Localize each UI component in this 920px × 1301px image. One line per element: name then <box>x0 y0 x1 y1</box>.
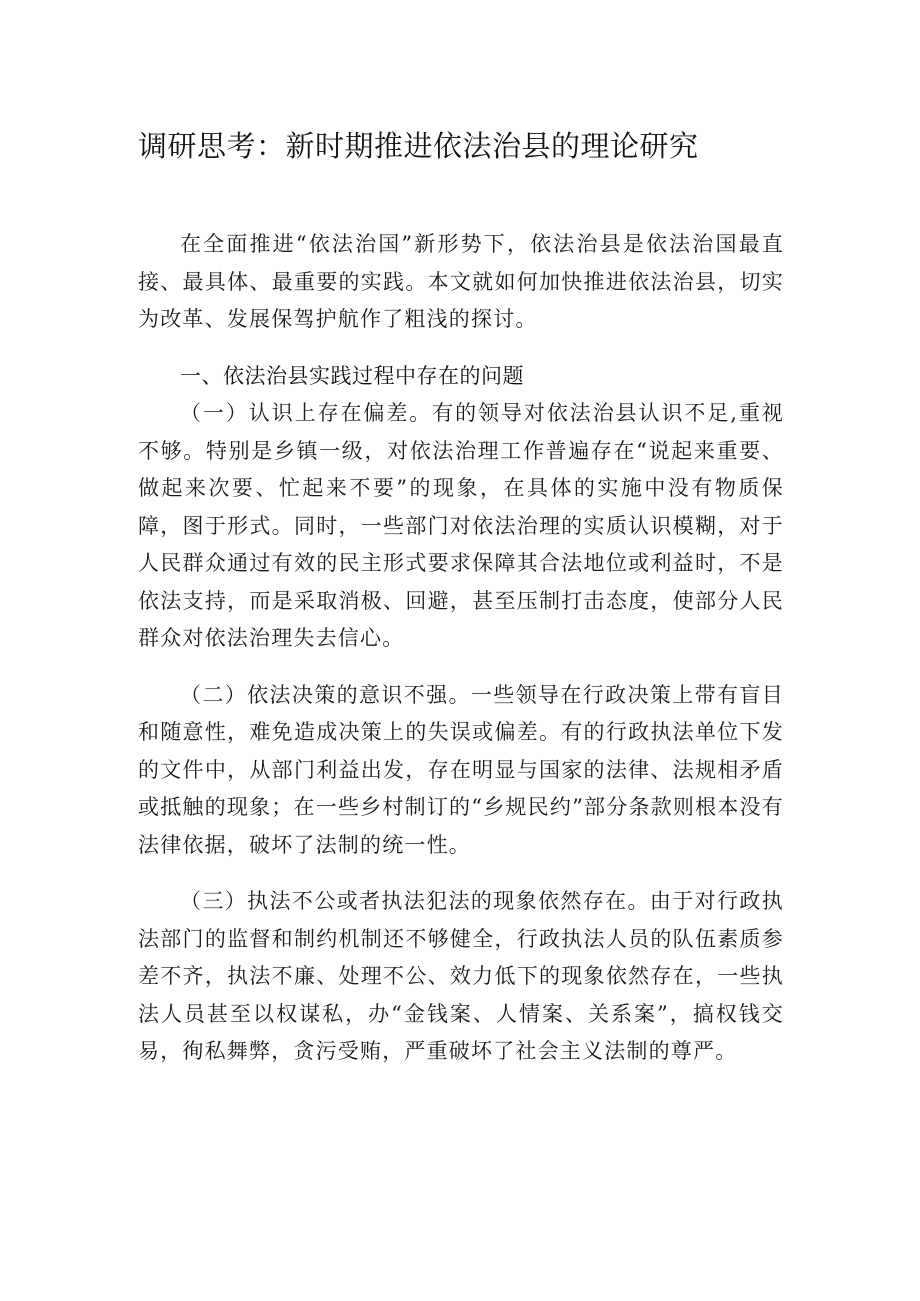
document-body <box>138 226 784 1071</box>
document-title: 调研思考：新时期推进依法治县的理论研究 <box>138 129 699 163</box>
item-paragraph-1: （一）认识上存在偏差。有的领导对依法治县认识不足,重视不够。特别是乡镇一级，对依法治理工作普遍存在“说起来重要、做起来次要、忙起来不要”的现象，在具体的实施中没有物质保障，图于形式。同时，一些部门对依法治理的实质认识模糊，对于人民群众通过有效的民主形式要求保障其合法地位或利益时，不是依法支持，而是采取消极、回避，甚至压制打击态度，使部分人民群众对依法治理失去信心。 <box>138 401 784 650</box>
item-paragraph-3: （三）执法不公或者执法犯法的现象依然存在。由于对行政执法部门的监督和制约机制还不够健全，行政执法人员的队伍素质参差不齐，执法不廉、处理不公、效力低下的现象依然存在，一些执法人员甚至以权谋私，办“金钱案、人情案、关系案”，搞权钱交易，徇私舞弊，贪污受贿，严重破坏了社会主义法制的尊严。 <box>138 889 784 1063</box>
item-paragraph-2: （二）依法决策的意识不强。一些领导在行政决策上带有盲目和随意性，难免造成决策上的失误或偏差。有的行政执法单位下发的文件中，从部门利益出发，存在明显与国家的法律、法规相矛盾或抵触的现象；在一些乡村制订的“乡规民约”部分条款则根本没有法律依据，破坏了法制的统一性。 <box>138 682 784 857</box>
intro-paragraph: 在全面推进“依法治国”新形势下，依法治县是依法治国最直接、最具体、最重要的实践。本文就如何加快推进依法治县，切实为改革、发展保驾护航作了粗浅的探讨。 <box>138 232 784 331</box>
section-heading-1: 一、依法治县实践过程中存在的问题 <box>180 363 524 388</box>
